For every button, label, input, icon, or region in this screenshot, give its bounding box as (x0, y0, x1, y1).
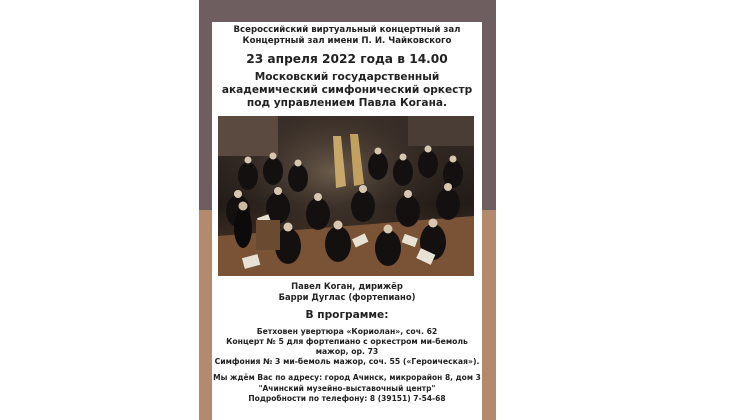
orchestra-title (212, 71, 482, 110)
venue-line-1: Всероссийский виртуальный концертный зал (233, 25, 461, 35)
orchestra-line-2: академический симфонический оркестр (221, 84, 473, 96)
concert-poster (212, 22, 482, 420)
phone-line: Подробности по телефону: 8 (39151) 7-54-68 (248, 394, 446, 403)
soloist-credit: Барри Дуглас (фортепиано) (278, 292, 416, 302)
venue-header (212, 25, 482, 47)
program-list (212, 327, 482, 367)
address-line-2: "Ачинский музейно-выставочный центр" (258, 383, 436, 393)
venue-address (212, 373, 482, 405)
address-line-1: Мы ждём Вас по адресу: город Ачинск, микрорайон 8, дом 3 (213, 373, 481, 382)
orchestra-line-3: под управлением Павла Когана. (246, 97, 448, 109)
performers (212, 281, 482, 303)
program-item: Симфония № 3 ми-бемоль мажор, соч. 55 («Героическая»). (214, 357, 480, 366)
orchestra-photo (218, 116, 474, 276)
program-item: Концерт № 5 для фортепиано с оркестром ми-бемоль (226, 337, 468, 346)
conductor-credit: Павел Коган, дирижёр (291, 281, 403, 291)
program-title: В программе: (305, 309, 389, 321)
venue-line-2: Концертный зал имени П. И. Чайковского (242, 36, 452, 46)
orchestra-line-1: Московский государственный (254, 71, 440, 83)
program-item: мажор, ор. 73 (315, 347, 379, 356)
program-item: Бетховен увертюра «Кориолан», соч. 62 (256, 327, 438, 336)
concert-date: 23 апреля 2022 года в 14.00 (246, 52, 448, 66)
